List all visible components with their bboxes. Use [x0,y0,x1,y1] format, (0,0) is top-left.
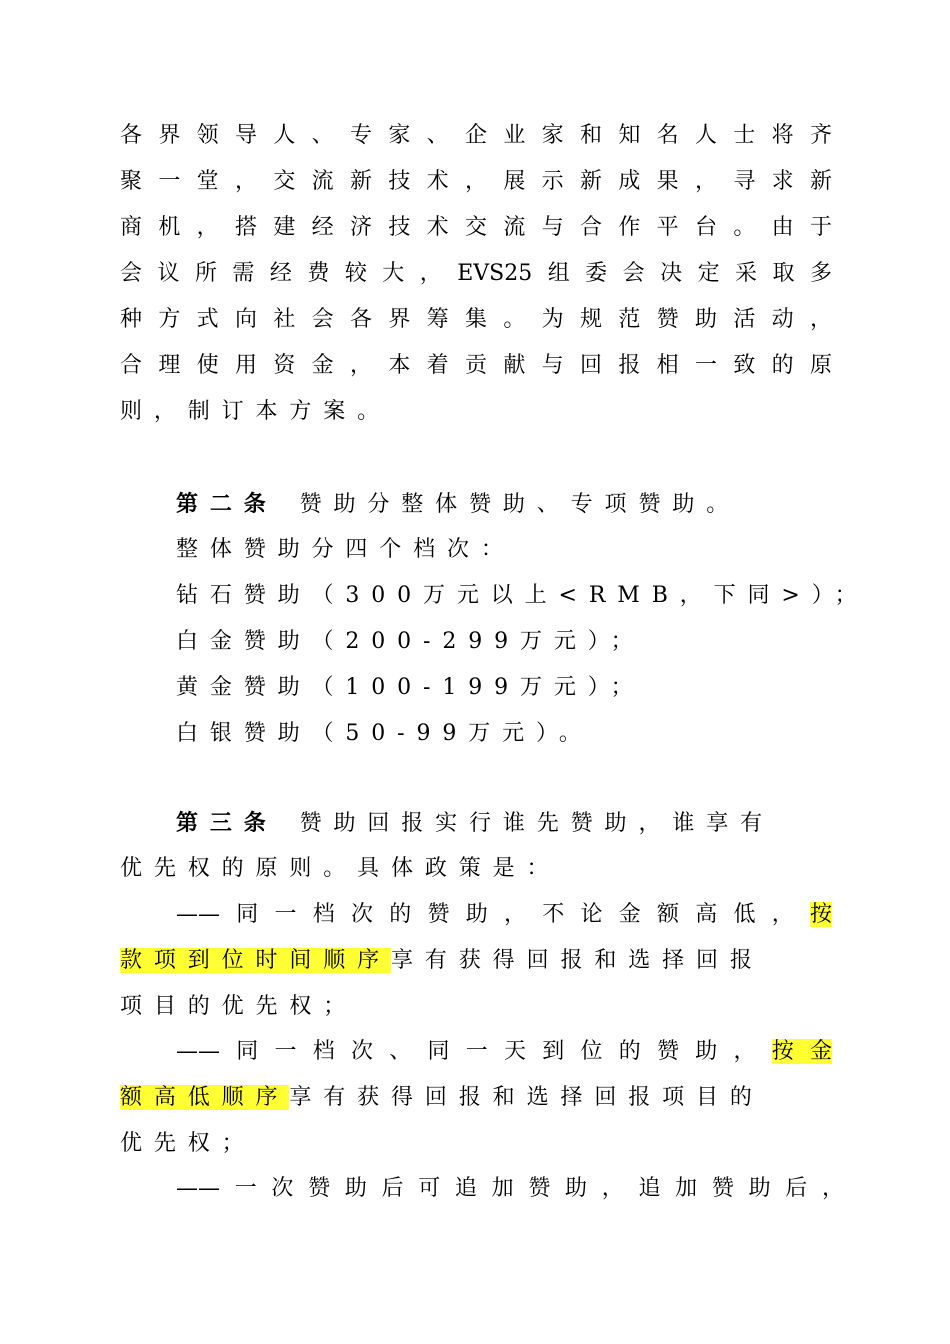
rule-1-line-2 [120,944,832,978]
rule-2-text: 享有获得回报和选择回报项目的 [289,1085,764,1110]
paragraph-line: 会议所需经费较大，EVS25组委会决定采取多 [120,261,832,286]
rule-3-line-1: ——一次赞助后可追加赞助，追加赞助后， [176,1176,844,1201]
article-2-item: 黄金赞助（100-199万元）； [176,675,645,700]
paragraph-line: 各界领导人、专家、企业家和知名人士将齐 [120,123,832,148]
article-2-text: 赞助分整体赞助、专项赞助。 [299,492,741,517]
article-2-item: 白银赞助（50-99万元）。 [176,721,593,746]
article-3-label: 第三条 [176,810,278,836]
rule-2-text: ——同一档次、同一天到位的赞助， [176,1039,772,1064]
highlighted-text: 额高低顺序 [120,1085,290,1110]
article-2-item: 白金赞助（200-299万元）； [176,629,645,654]
paragraph-line: 商机，搭建经济技术交流与合作平台。由于 [120,215,832,240]
highlighted-text: 按 [809,902,832,927]
article-2-item: 整体赞助分四个档次： [176,537,515,562]
rule-1-text: 享有获得回报和选择回报 [391,948,764,973]
article-3-text: 赞助回报实行谁先赞助，谁享有 [299,811,774,836]
rule-1-text: ——同一档次的赞助，不论金额高低， [176,902,810,927]
highlighted-text: 款项到位时间顺序 [120,948,392,973]
paragraph-line: 则，制订本方案。 [120,399,392,424]
article-2-item: 钻石赞助（300万元以上<RMB，下同>）； [176,583,869,608]
paragraph-line: 合理使用资金，本着贡献与回报相一致的原 [120,353,832,378]
paragraph-line: 种方式向社会各界筹集。为规范赞助活动， [120,307,832,332]
article-3-line: 优先权的原则。具体政策是： [120,856,561,881]
rule-2-line-2 [120,1081,832,1115]
rule-1-line-3: 项目的优先权； [120,994,358,1019]
highlighted-text: 按金 [771,1039,832,1064]
paragraph-line: 聚一堂，交流新技术，展示新成果，寻求新 [120,169,832,194]
rule-2-line-1 [176,1035,832,1069]
rule-2-line-3: 优先权； [120,1131,256,1156]
article-3-heading [176,806,832,840]
article-2-label: 第二条 [176,491,278,517]
article-2-heading [176,487,832,521]
rule-1-line-1 [176,898,832,932]
